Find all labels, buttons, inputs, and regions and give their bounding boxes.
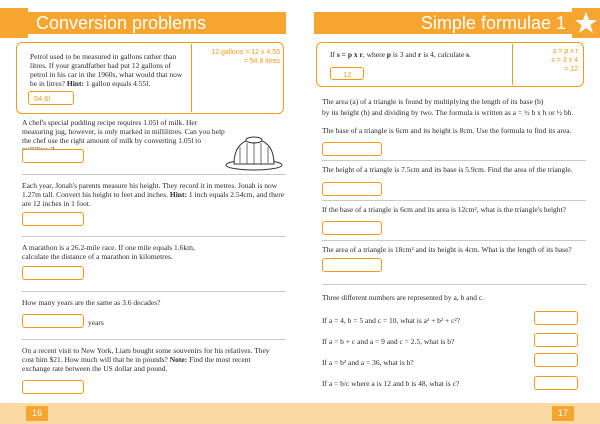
example-working: s = p x r s = 3 x 4 = 12 xyxy=(551,48,578,73)
left-footer xyxy=(0,403,300,424)
divider xyxy=(322,160,586,161)
right-page-title: Simple formulae 1 xyxy=(420,13,566,33)
answer-box-10[interactable] xyxy=(534,311,578,325)
divider xyxy=(22,236,286,237)
example-working: 12 gallons = 12 x 4.55 = 54.6 litres xyxy=(211,49,280,65)
divider xyxy=(22,339,286,340)
right-title-banner xyxy=(314,12,600,34)
right-star-badge xyxy=(572,8,600,38)
triangle-question-4: The area of a triangle is 18cm² and its height is 4cm. What is the length of its base? xyxy=(322,245,572,254)
answer-box-11[interactable] xyxy=(534,333,578,347)
pudding-icon xyxy=(224,131,284,171)
answer-box-8[interactable] xyxy=(322,221,382,235)
variable-question-3: If a = b² and a = 36, what is b? xyxy=(322,358,414,367)
area-formula-intro-1: The area (a) of a triangle is found by multiplying the length of its base (b) xyxy=(322,97,544,106)
triangle-question-1: The base of a triangle is 6cm and its height is 8cm. Use the formula to find its area. xyxy=(322,126,572,135)
panel-divider xyxy=(512,44,513,85)
answer-box-3[interactable] xyxy=(22,266,84,280)
answer-box-2[interactable] xyxy=(22,212,84,226)
right-page-number: 17 xyxy=(552,406,574,421)
variable-question-2: If a = b + c and a = 9 and c = 2.5, what is b? xyxy=(322,337,455,346)
years-unit-label: years xyxy=(88,318,104,327)
answer-box-9[interactable] xyxy=(322,258,382,272)
example-answer-box: 12 xyxy=(330,67,364,80)
divider xyxy=(22,174,286,175)
example-answer-box: 54.6l xyxy=(28,91,74,105)
question-2: Each year, Jonah's parents measure his height. They record it in metres. Jonah is now 1.27m tall. Convert his height to feet and inches. Hint: 1 inch equals 2.54cm, and there are 12 inches in 1 foot. xyxy=(22,181,285,208)
left-page-number: 16 xyxy=(26,406,48,421)
variable-question-4: If a = b/c where a is 12 and b is 48, what is c? xyxy=(322,379,460,388)
example-question: Petrol used to be measured in gallons rather than litres. If your grandfather had put 12 gallons of petrol in his car in the 1960s, what would that now be in litres? Hint: 1 gallon equals 4.55l. xyxy=(30,52,183,88)
answer-box-5[interactable] xyxy=(22,380,84,394)
answer-box-6[interactable] xyxy=(322,142,382,156)
triangle-question-2: The height of a triangle is 7.5cm and its base is 5.9cm. Find the area of the triangle. xyxy=(322,165,573,174)
question-5: On a recent visit to New York, Liam bought some souvenirs for his relatives. They cost him $21. How much will that be in pounds? Note: Find the most recent exchange rate between the US dollar and pound. xyxy=(22,346,270,373)
example-question: If s = p x r, where p is 3 and r is 4, calculate s. xyxy=(330,50,471,59)
question-4: How many years are the same as 3.6 decades? xyxy=(22,298,161,307)
right-footer xyxy=(300,403,600,424)
area-formula-intro-2: by its height (h) and dividing by two. The formula is written as a = ½ b x h or ½ bh. xyxy=(322,108,574,117)
answer-box-1[interactable] xyxy=(22,149,84,163)
panel-divider xyxy=(191,44,192,112)
divider xyxy=(22,291,286,292)
divider xyxy=(322,240,586,241)
question-3: A marathon is a 26.2-mile race. If one mile equals 1.6km, calculate the distance of a marathon in kilometres. xyxy=(22,243,195,261)
divider xyxy=(322,200,586,201)
left-title-banner xyxy=(0,12,286,34)
triangle-question-3: If the base of a triangle is 6cm and its area is 12cm², what is the triangle's height? xyxy=(322,205,566,214)
variables-intro: Three different numbers are represented by a, b and c. xyxy=(322,293,485,302)
answer-box-4[interactable] xyxy=(22,314,84,328)
answer-box-7[interactable] xyxy=(322,182,382,196)
divider xyxy=(322,284,586,285)
answer-box-12[interactable] xyxy=(534,353,578,367)
star-icon xyxy=(574,11,598,35)
variable-question-1: If a = 4, b = 5 and c = 10, what is a² + b² + c²? xyxy=(322,316,461,325)
question-1: A chef's special pudding recipe requires 1.05l of milk. Her measuring jug, however, is only marked in millilitres. Can you help the chef use the right amount of milk by converting 1.05l to xyxy=(22,118,225,145)
answer-box-13[interactable] xyxy=(534,376,578,390)
left-page-title: Conversion problems xyxy=(36,13,207,33)
